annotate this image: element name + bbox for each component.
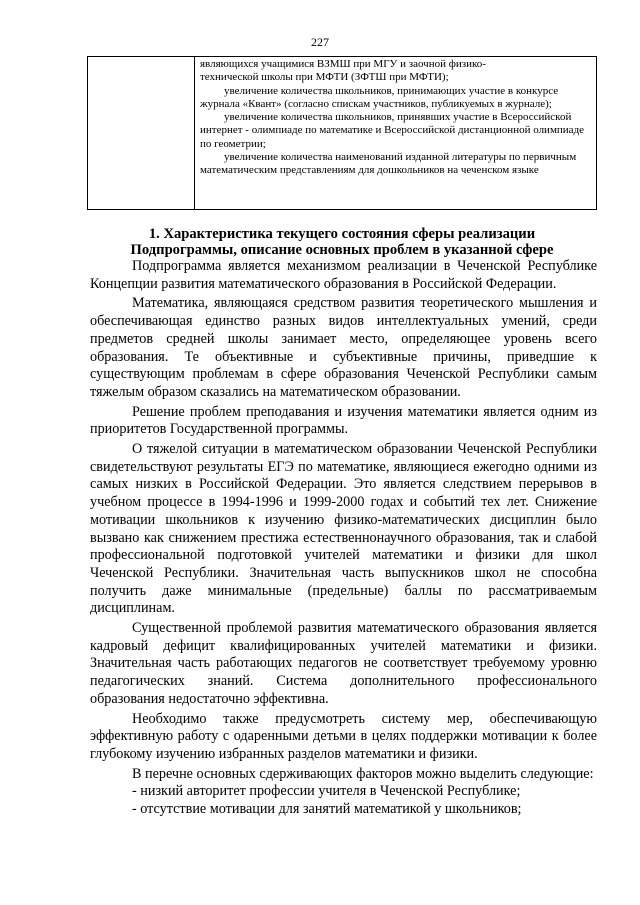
paragraph: Необходимо также предусмотреть систему мер, обеспечивающую эффективную работу с одаренными детьми в целях поддержки мотивации к более глубокому изучению избранных разделов математики и физики. <box>90 710 597 762</box>
continuation-table <box>87 56 597 210</box>
table-row <box>88 57 597 210</box>
table-indicator-item: увеличение количества наименований изданной литературы по первичным математическим представлениям для дошкольников на чеченском языке <box>200 151 577 177</box>
list-item: - отсутствие мотивации для занятий математикой у школьников; <box>132 801 522 818</box>
table-indicator-item: увеличение количества школьников, принимающих участие в конкурсе журнала «Квант» (согласно спискам участников, публикуемых в журнале); <box>200 84 559 110</box>
page-number: 227 <box>311 35 329 49</box>
section-heading-line: 1. Характеристика текущего состояния сферы реализации <box>148 226 536 242</box>
section-heading <box>87 227 597 258</box>
table-text-line: технической школы при МФТИ (ЗФТШ при МФТИ); <box>200 71 449 84</box>
paragraph: Существенной проблемой развития математического образования является кадровый дефицит квалифицированных учителей математики и физики. Значительная часть работающих педагогов не соответствует требуемому уровню педагогических знаний. Система дополнительного профессионального образования недостаточно эффективна. <box>90 620 597 707</box>
table-indicator-item: увеличение количества школьников, принявших участие в Всероссийской интернет - олимпиаде по математике и Всероссийской дистанционной олимпиаде по геометрии; <box>200 111 585 150</box>
paragraph: В перечне основных сдерживающих факторов можно выделить следующие: <box>132 765 594 782</box>
table-text-line: являющихся учащимися ВЗМШ при МГУ и заочной физико- <box>200 58 486 70</box>
paragraph: Математика, являющаяся средством развития теоретического мышления и обеспечивающая единство разных видов интеллектуальных умений, среди предметов средней школы занимает место, определяющее уровень всего образования. Те объективные и субъективные причины, приведшие к существующим проблемам в сфере образования Чеченской Республики самым тяжелым образом сказались на математическом образовании. <box>90 295 597 400</box>
section-heading-line: Подпрограммы, описание основных проблем в указанной сфере <box>130 241 554 258</box>
list-item: - низкий авторитет профессии учителя в Чеченской Республике; <box>132 783 521 800</box>
table-indicators-cell <box>195 57 597 210</box>
paragraph: О тяжелой ситуации в математическом образовании Чеченской Республики свидетельствуют результаты ЕГЭ по математике, являющиеся ежегодно одними из самых низких в Российской Федерации. Это является следствием перерывов в учебном процессе в 1994-1996 и 1999-2000 годах и событий тех лет. Снижение мотивации школьников к изучению физико-математических дисциплин было вызвано как снижением престижа естественнонаучного образования, так и слабой профессиональной подготовкой учителей математики и физики для школ Чеченской Республики. Значительная часть выпускников школ не способна получить даже минимальные (предельные) баллы по рассматриваемым дисциплинам. <box>90 441 597 617</box>
paragraph: Решение проблем преподавания и изучения математики является одним из приоритетов Государственной программы. <box>90 403 597 438</box>
paragraph: Подпрограмма является механизмом реализации в Чеченской Республике Концепции развития математического образования в Российской Федерации. <box>90 258 597 292</box>
document-body <box>90 258 597 819</box>
table-empty-cell <box>88 57 195 210</box>
